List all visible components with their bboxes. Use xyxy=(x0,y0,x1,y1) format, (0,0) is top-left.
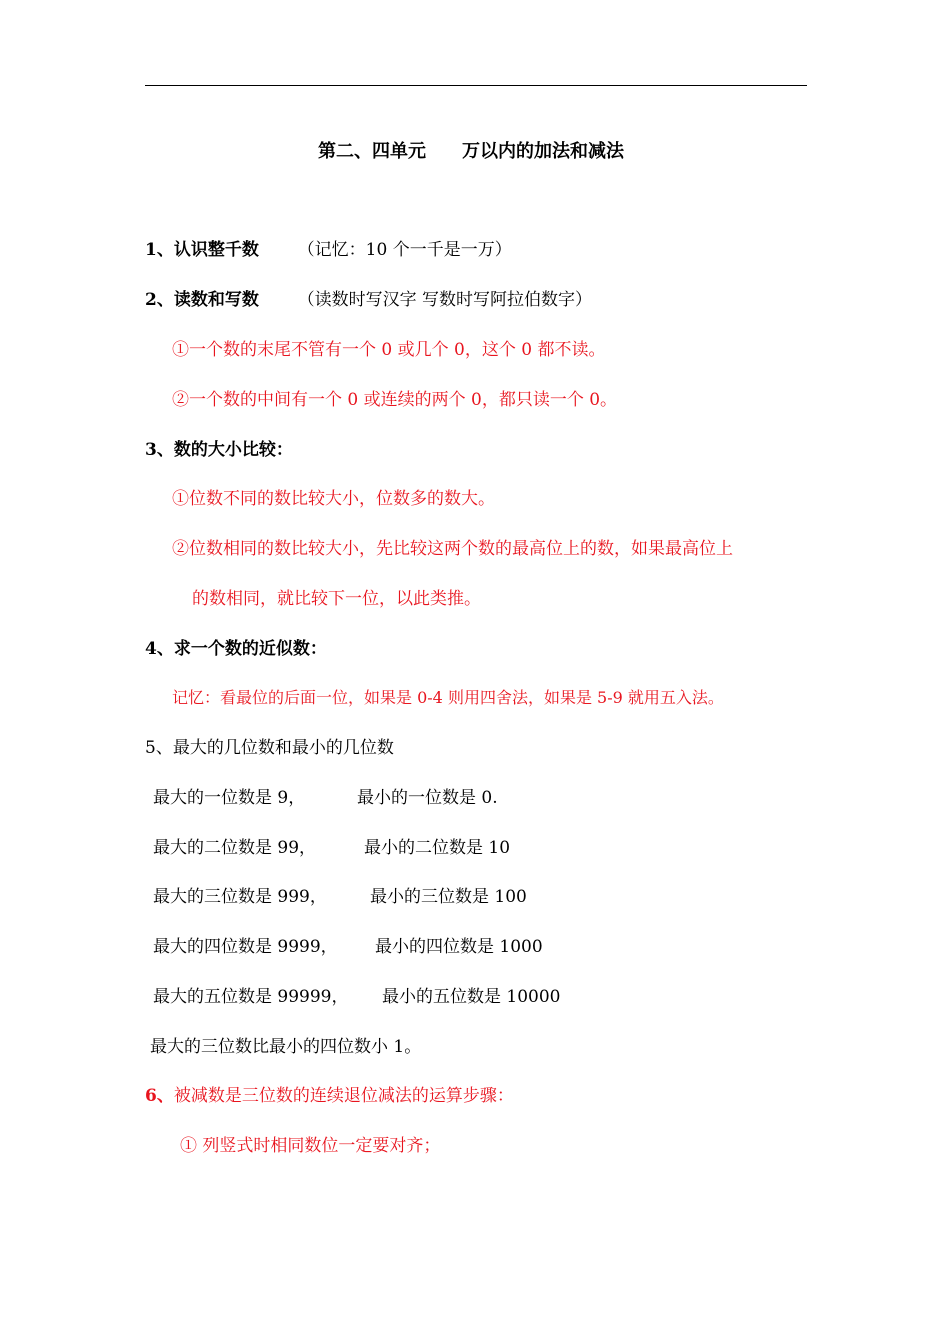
section-1-heading: 1、认识整千数 xyxy=(145,240,259,260)
section-6 xyxy=(145,1084,514,1108)
section-3-rule-2-cont: 的数相同，就比较下一位，以此类推。 xyxy=(192,589,481,609)
section-1-note: （记忆：10 个一千是一万） xyxy=(297,240,512,260)
header-rule xyxy=(145,85,807,86)
max-number: 最大的五位数是 99999， xyxy=(153,987,349,1007)
section-4-heading: 4、求一个数的近似数： xyxy=(145,639,327,659)
section-2-rule-2: ②一个数的中间有一个 0 或连续的两个 0，都只读一个 0。 xyxy=(172,390,618,410)
section-2-note: （读数时写汉字 写数时写阿拉伯数字） xyxy=(297,290,593,310)
list-item xyxy=(153,935,543,959)
min-number: 最小的四位数是 1000 xyxy=(375,937,543,957)
section-5-summary: 最大的三位数比最小的四位数小 1。 xyxy=(150,1037,422,1057)
section-6-number: 6、 xyxy=(145,1086,174,1106)
max-number: 最大的二位数是 99， xyxy=(153,838,317,858)
list-item xyxy=(153,836,510,860)
section-1 xyxy=(145,238,512,262)
section-3-heading: 3、数的大小比较： xyxy=(145,440,293,460)
min-number: 最小的一位数是 0. xyxy=(357,788,498,808)
max-number: 最大的三位数是 999， xyxy=(153,887,327,907)
list-item xyxy=(153,786,498,810)
section-3-rule-2: ②位数相同的数比较大小，先比较这两个数的最高位上的数，如果最高位上 xyxy=(172,539,733,559)
min-number: 最小的三位数是 100 xyxy=(370,887,527,907)
section-5-heading: 5、最大的几位数和最小的几位数 xyxy=(145,738,394,758)
section-4-rule-1: 记忆：看最位的后面一位，如果是 0-4 则用四舍法，如果是 5-9 就用五入法。 xyxy=(172,688,724,707)
list-item xyxy=(153,885,527,909)
max-number: 最大的一位数是 9， xyxy=(153,788,306,808)
section-3-rule-1: ①位数不同的数比较大小，位数多的数大。 xyxy=(172,489,495,509)
section-6-step-1: ① 列竖式时相同数位一定要对齐； xyxy=(180,1136,441,1156)
list-item xyxy=(153,985,560,1009)
section-2-rule-1: ①一个数的末尾不管有一个 0 或几个 0，这个 0 都不读。 xyxy=(172,340,606,360)
page-title: 第二、四单元 万以内的加法和减法 xyxy=(318,141,624,162)
min-number: 最小的二位数是 10 xyxy=(364,838,511,858)
max-number: 最大的四位数是 9999， xyxy=(153,937,338,957)
section-6-heading: 被减数是三位数的连续退位减法的运算步骤： xyxy=(173,1086,514,1106)
section-2 xyxy=(145,288,592,312)
min-number: 最小的五位数是 10000 xyxy=(382,987,561,1007)
section-2-heading: 2、读数和写数 xyxy=(145,290,259,310)
